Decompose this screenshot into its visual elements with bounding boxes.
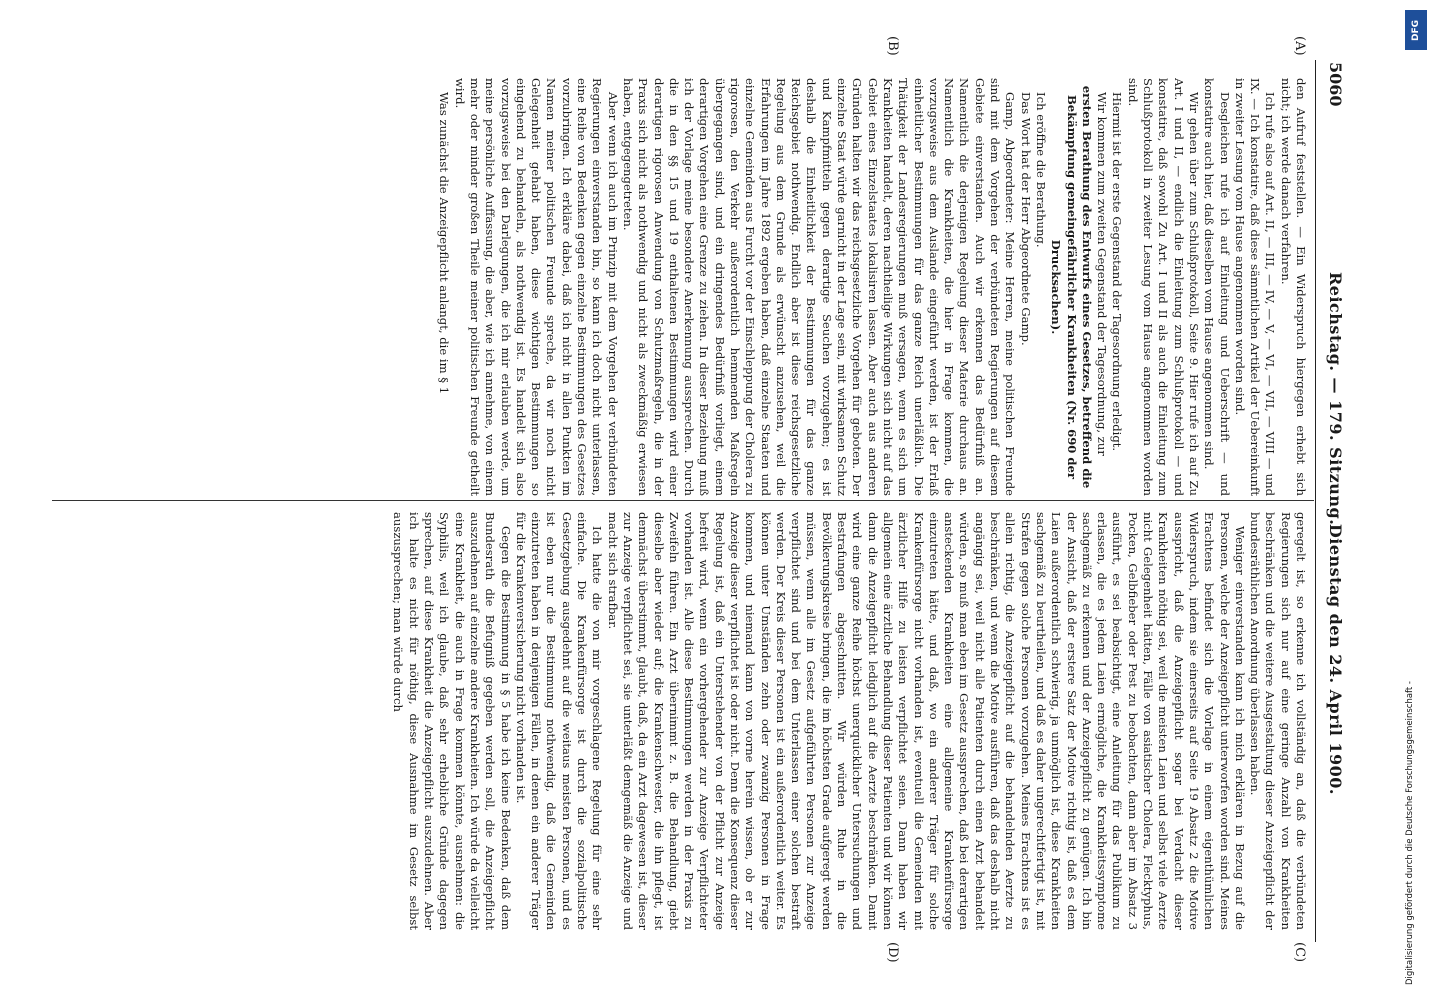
paragraph: Weniger einverstanden kann ich mich erklären in Bezug auf die Personen, welche der Anzeigepflicht unterworfen worden sind. Meines Erachtens befindet sich die Vorlage in einem eigenthümlichen Widerspruch, indem sie einerseits auf Seite 19 Absatz 2 die Motive ausspricht, daß die Anzeigepflicht sogar bei Verdacht dieser Krankheiten nöthig sei, weil die meisten Laien und selbst viele Aerzte nicht Gelegenheit hätten, Fälle von asiatischer Cholera, Flecktyphus, Pocken, Gelbfieber oder Pest zu beobachten, dann aber im Absatz 3 ausführt, es sei beabsichtigt, eine Anleitung für das Publikum zu erlassen, die es jedem Laien ermögliche, die Krankheitssymptome sachgemäß zu erkennen und der Anzeigepflicht zu genügen. Ich bin der Ansicht, daß der erstere Satz der Motive richtig ist, daß es dem Laien außerordentlich schwierig, ja unmöglich ist, diese Krankheiten sachgemäß zu beurtheilen, und daß es daher ungerechtfertigt ist, mit Strafen gegen solche Personen vorzugehen. Meines Erachtens ist es allein richtig, die Anzeigepflicht auf die behandelnden Aerzte zu beschränken, und wenn die Motive ausführen, daß das deshalb nicht angängig sei, weil nicht alle Patienten durch einen Arzt behandelt würden, so muß man eben im Gesetz aussprechen, daß bei derartigen ansteckenden Krankheiten eine allgemeine Krankenfürsorge einzutreten hätte, und daß, wo ein anderer Träger für solche Krankenfürsorge nicht vorhanden ist, eventuell die Gemeinden mit ärztlicher Hilfe zu leisten verpflichtet seien. Dann haben wir allgemein eine ärztliche Behandlung dieser Patienten und wir können dann die Anzeigepflicht lediglich auf die Aerzte beschränken. Damit wird eine ganze Reihe höchst unerquicklicher Untersuchungen und Bestrafungen abgeschnitten. Wir würden Ruhe in die Bevölkerungskreise bringen, die im höchsten Grade aufgeregt werden müssen, wenn alle im Gesetz aufgeführten Personen zur Anzeige verpflichtet sind und bei dem Unterlassen einer solchen bestraft werden. Der Kreis dieser Personen ist ein außerordentlich weiter. Es können unter Umständen zehn oder zwanzig Personen in Frage kommen, und niemand kann von vorne herein wissen, ob er zur Anzeige dieser verpflichtet ist oder nicht. Denn die Konsequenz dieser Regelung ist, daß ein Unterstehender von der Pflicht zur Anzeige befreit wird, wenn ein vorhergehender zur Anzeige Verpflichteter vorhanden ist. Alle diese Bestimmungen werden in der Praxis zu Zweifeln führen. Ein Arzt übernimmt z. B. die Behandlung, giebt dieselbe aber wieder auf; die Krankenschwester, die ihn pflegt, ist demnächst überstimmt, glaubt, daß, da ein Arzt dagewesen ist, dieser zur Anzeige verpflichtet sei, sie unterläßt demgemäß die Anzeige und macht sich strafbar.: [605, 512, 1247, 930]
agenda-heading-text: ersten Berathung des Entwurfs eines Gesetzes, betreffend die Bekämpfung gemeingefährlicher Krankheiten (Nr. 690 der Drucksachen).: [1049, 85, 1094, 489]
margin-marker-a: (A): [1292, 36, 1307, 56]
column-divider: [52, 500, 1314, 501]
paragraph: Das Wort hat der Herr Abgeordnete Gamp.: [1018, 92, 1033, 346]
header-rule: [1315, 60, 1316, 942]
dfg-logo: DFG: [1405, 10, 1427, 50]
running-title-right: Dienstag den 24. April 1900.: [1326, 523, 1345, 795]
paragraph: Wir gehen über zum Schlußprotokoll, Seite 9. Hier rufe ich auf Zu Art. I und II, — endlich die Einleitung zum Schlußprotokoll — und konstatire, daß sowohl Zu Art. I und II als auch die Einleitung zum Schlußprotokoll in zweiter Lesung vom Hause angenommen worden sind.: [1125, 78, 1201, 496]
speech-paragraph: Gamp, Abgeordneter: Meine Herren, meine politischen Freunde sind mit dem Vorgehen der verbündeten Regierungen auf diesem Gebiete einverstanden. Auch wir erkennen das Bedürfniß an. Namentlich die derjenigen Regelung dieser Materie durchaus an. Namentlich die Krankheiten, die hier in Frage kommen, die vorzugsweise aus dem Auslande eingeführt werden, ist der Erlaß einheitlicher Bestimmungen für das ganze Reich unerläßlich. Die Thätigkeit der Landesregierungen muß versagen, wenn es sich um Krankheiten handelt, deren nachtheilige Wirkungen sich nicht auf das Gebiet eines Einzelstaates lokalisiren lassen. Aber auch aus anderen Gründen halten wir das reichsgesetzliche Vorgehen für geboten. Der einzelne Staat würde garnicht in der Lage sein, mit wirksamen Schutz und Kampfmitteln gegen derartige Seuchen vorzugehen; es ist deshalb die Einheitlichkeit der Bestimmungen für das ganze Reichsgebiet nothwendig. Endlich aber ist diese reichsgesetzliche Regelung aus dem Grunde als erwünscht anzusehen, weil die Erfahrungen im Jahre 1892 ergeben haben, daß einzelne Staaten und einzelne Gemeinden aus Furcht vor der Einschleppung der Cholera zu rigorosen, den Verkehr außerordentlich hemmenden Maßregeln übergegangen sind, und ein dringendes Bedürfniß vorliegt, einem derartigen Vorgehen eine Grenze zu ziehen. In dieser Beziehung muß ich der Vorlage meine besondere Anerkennung aussprechen. Durch die in den §§ 15 und 19 enthaltenen Bestimmungen wird einer derartigen rigorosen Anwendung von Schutzmaßregeln, die in der Praxis sich nicht als nothwendig und nicht als zweckmäßig erwiesen haben, entgegengetreten.: [620, 78, 1018, 496]
paragraph: Gegen die Bestimmung in § 5 habe ich keine Bedenken, daß dem Bundesrath die Befugniß gegeben werden soll, die Anzeigepflicht auszudehnen auf einzelne andere Krankheiten. Ich würde da vielleicht eine Krankheit, die auch in Frage kommen könnte, ausnehmen: die Syphilis, weil ich glaube, daß sehr erhebliche Gründe dagegen sprechen, auf diese Krankheit die Anzeigepflicht auszudehnen. Aber ich halte es nicht für nöthig, diese Ausnahme im Gesetz selbst auszusprechen; man würde durch: [391, 512, 513, 930]
paragraph: Desgleichen rufe ich auf Einleitung und Ueberschrift — und konstatire auch hier, daß dieselben vom Hause angenommen sind.: [1202, 78, 1232, 496]
left-column: [52, 78, 1308, 496]
margin-marker-c: (C): [1292, 942, 1307, 963]
credit-text: Digitalisierung gefördert durch die Deutsche Forschungsgemeinschaft -: [1405, 681, 1415, 985]
digitization-credit: [1405, 10, 1427, 985]
paragraph: den Aufruf feststellen. — Ein Widerspruch hiergegen erhebt sich nicht; ich werde danach verfahren.: [1278, 78, 1308, 496]
speech-paragraph: Aber wenn ich auch im Prinzip mit dem Vorgehen der verbündeten Regierungen einverstanden bin, so kann ich doch nicht unterlassen, eine Reihe von Bedenken gegen einzelne Bestimmungen des Gesetzes vorzubringen. Ich erkläre dabei, daß ich nicht in allen Punkten im Namen meiner politischen Freunde spreche, da wir noch nicht Gelegenheit gehabt haben, diese wichtigen Bestimmungen so eingehend zu behandeln, als nothwendig ist. Es handelt sich also vorzugsweise bei den Darlegungen, die ich mir erlauben werde, um meine persönliche Auffassung, die aber, wie ich annehme, von einem mehr oder minder großen Theile meiner politischen Freunde getheilt wird.: [452, 78, 620, 496]
speech-paragraph: Was zunächst die Anzeigepflicht anlangt, die im § 1: [437, 92, 452, 395]
paragraph: Ich eröffne die Berathung.: [1033, 92, 1048, 248]
paragraph: Ich hatte die von mir vorgeschlagene Regelung für eine sehr einfache. Die Krankenfürsorge ist durch die sozialpolitische Gesetzgebung ausgedehnt auf die weitaus meisten Personen, und es ist eben nur die Bestimmung nothwendig, daß die Gemeinden einzutreten haben in denjenigen Fällen, in denen ein anderer Träger für die Krankenversicherung nicht vorhanden ist.: [513, 512, 605, 930]
paragraph: Hiermit ist der erste Gegenstand der Tagesordnung erledigt.: [1110, 92, 1125, 452]
margin-marker-b: (B): [885, 36, 900, 56]
right-column: [52, 512, 1308, 930]
running-title-left: Reichstag. — 179. Sitzung.: [1326, 272, 1345, 526]
agenda-heading: [1048, 78, 1094, 496]
page-header: [1319, 62, 1345, 940]
page-number: 5060: [1326, 62, 1345, 107]
margin-marker-d: (D): [885, 942, 900, 963]
paragraph: Ich rufe also auf Art. II, — III, — IV, — V, — VI, — VII, — VIII — und IX. — Ich konstatire, daß diese sämmtlichen Artikel der Uebereinkunft in zweiter Lesung vom Hause angenommen worden sind.: [1232, 78, 1278, 496]
paragraph: geregelt ist, so erkenne ich vollständig an, daß die verbündeten Regierungen sich nur auf eine geringe Anzahl von Krankheiten beschränken und die weitere Ausgestaltung dieser Anzeigepflicht der bundesräthlichen Anordnung überlassen haben.: [1248, 512, 1308, 930]
paragraph: Wir kommen zum zweiten Gegenstand der Tagesordnung, zur: [1095, 92, 1110, 456]
